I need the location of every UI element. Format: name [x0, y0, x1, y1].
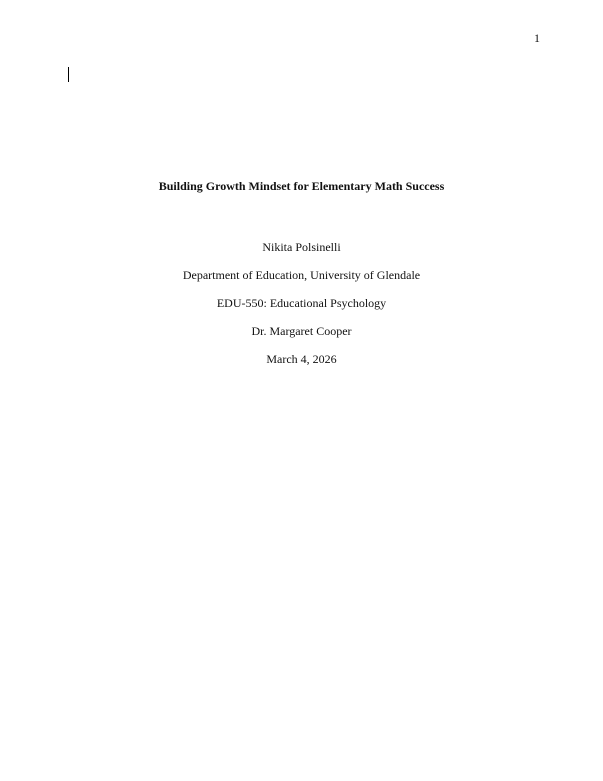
author-name: Nikita Polsinelli	[262, 240, 341, 254]
text-cursor	[68, 67, 69, 82]
paper-title: Building Growth Mindset for Elementary Math Success	[158, 179, 445, 193]
title-page-byline	[0, 233, 603, 373]
institutional-affiliation: Department of Education, University of Glendale	[182, 268, 421, 282]
page-number: 1	[534, 31, 540, 45]
instructor-name: Dr. Margaret Cooper	[251, 324, 352, 338]
submission-date: March 4, 2026	[266, 352, 337, 366]
course-name: EDU-550: Educational Psychology	[216, 296, 387, 310]
title-block	[0, 178, 603, 194]
